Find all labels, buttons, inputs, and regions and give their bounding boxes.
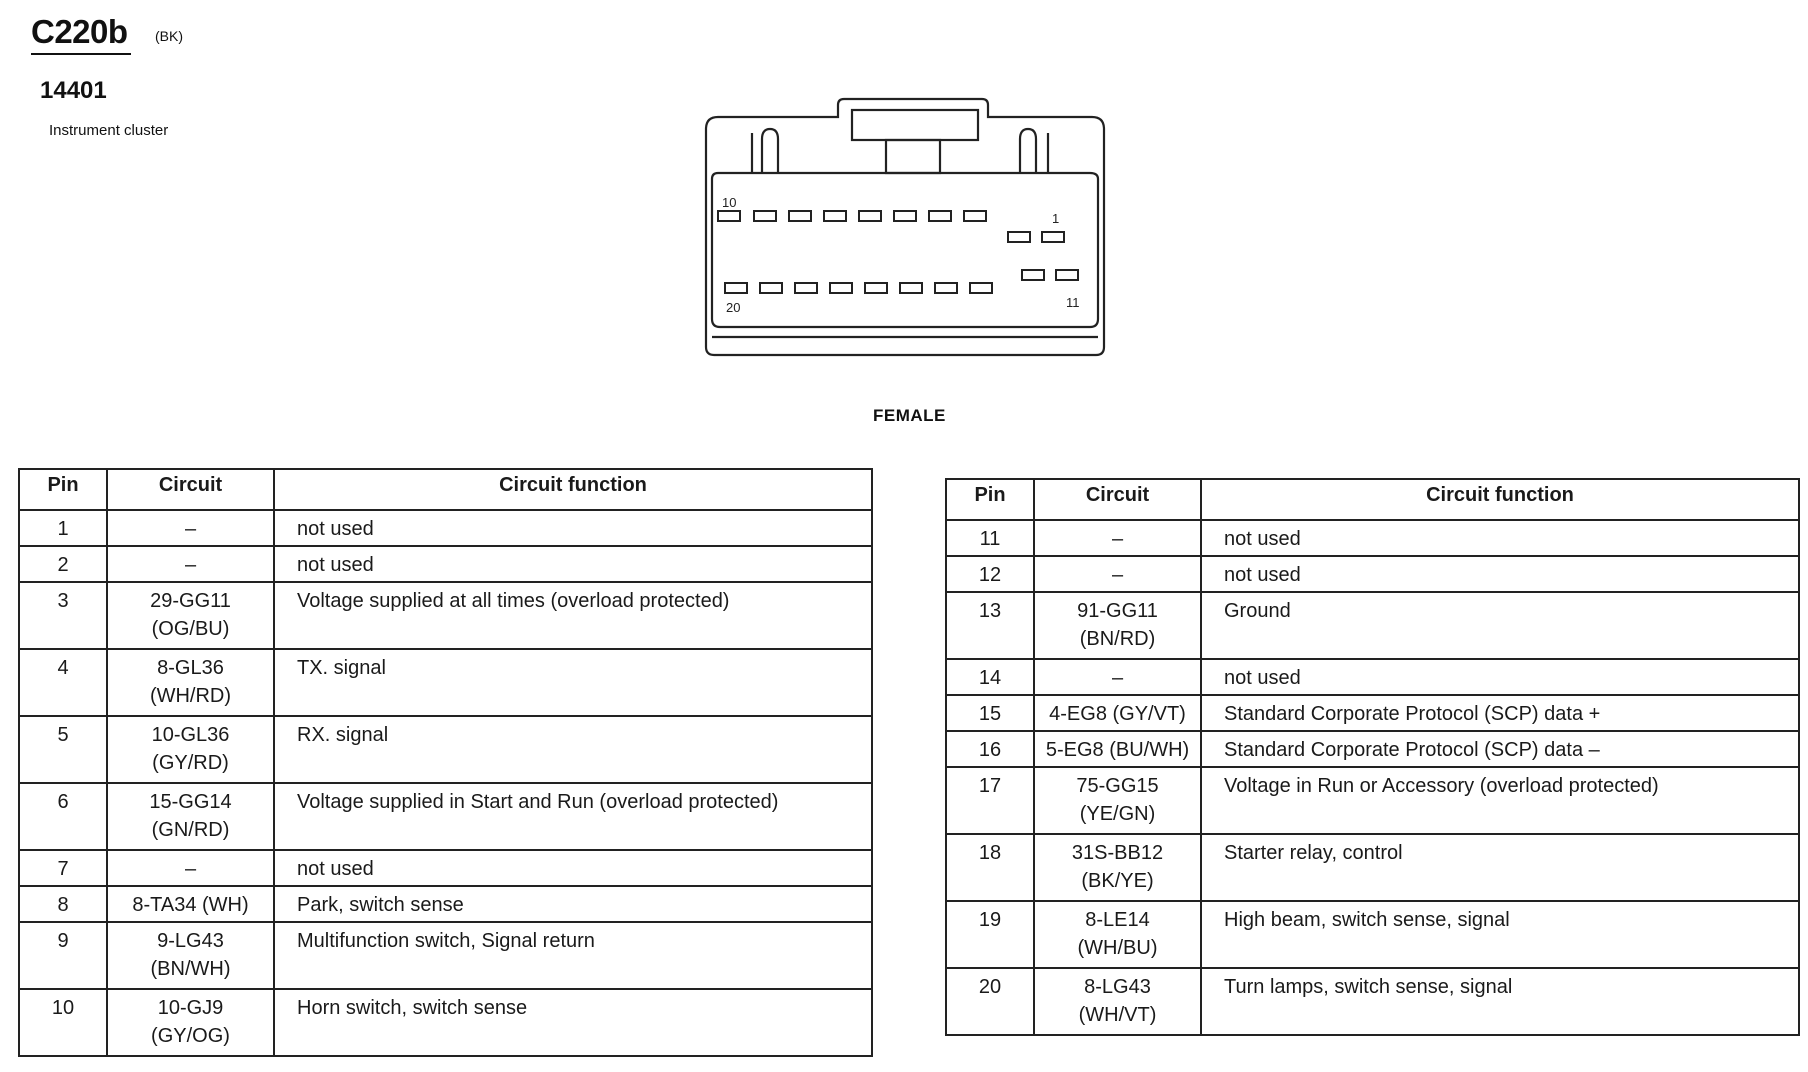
circuit-cell xyxy=(107,922,274,989)
table-row xyxy=(946,731,1799,767)
connector-view-label: FEMALE xyxy=(873,406,946,425)
table-row xyxy=(946,834,1799,901)
circuit-wire-color: (WH/BU) xyxy=(1077,937,1158,959)
circuit-wire-color: (GY/RD) xyxy=(152,752,229,774)
circuit-code: – xyxy=(1111,667,1124,689)
pin-cavity-12 xyxy=(1022,270,1044,280)
pin-number: 15 xyxy=(946,695,1034,731)
pin-cavity-13 xyxy=(970,283,992,293)
header-pin: Pin xyxy=(19,469,107,510)
pin-cavity-20 xyxy=(725,283,747,293)
table-row xyxy=(946,767,1799,834)
pin-cavity-19 xyxy=(760,283,782,293)
pin-number: 2 xyxy=(19,546,107,582)
circuit-function: Horn switch, switch sense xyxy=(274,989,872,1056)
connector-color: (BK) xyxy=(155,28,183,44)
circuit-function: Ground xyxy=(1201,592,1799,659)
latch-outer xyxy=(852,110,978,140)
header-function: Circuit function xyxy=(1201,479,1799,520)
circuit-function: Starter relay, control xyxy=(1201,834,1799,901)
pin-cavity-14 xyxy=(935,283,957,293)
table-row xyxy=(19,783,872,850)
pin-number: 7 xyxy=(19,850,107,886)
connector-face-diagram xyxy=(700,97,1110,367)
circuit-cell xyxy=(1034,834,1201,901)
rib-left xyxy=(762,129,778,173)
latch-inner xyxy=(886,140,940,173)
circuit-wire-color: (BN/WH) xyxy=(150,958,231,980)
header-circuit: Circuit xyxy=(1034,479,1201,520)
circuit-cell xyxy=(107,850,274,886)
table-header-row xyxy=(19,469,872,510)
header-pin: Pin xyxy=(946,479,1034,520)
pin-cavity-15 xyxy=(900,283,922,293)
circuit-wire-color: (BK/YE) xyxy=(1081,870,1154,892)
circuit-cell xyxy=(1034,659,1201,695)
table-row xyxy=(946,592,1799,659)
pin-cavity-16 xyxy=(865,283,887,293)
pin-cavity-4 xyxy=(929,211,951,221)
circuit-function: RX. signal xyxy=(274,716,872,783)
circuit-code: – xyxy=(184,858,197,880)
circuit-function: not used xyxy=(1201,520,1799,556)
pin-cavity-3 xyxy=(964,211,986,221)
circuit-code: 31S-BB12 xyxy=(1071,842,1164,864)
pin-number: 20 xyxy=(946,968,1034,1035)
circuit-function: Standard Corporate Protocol (SCP) data – xyxy=(1201,731,1799,767)
pin-number: 8 xyxy=(19,886,107,922)
table-row xyxy=(946,520,1799,556)
table-row xyxy=(19,850,872,886)
table-row xyxy=(946,556,1799,592)
circuit-function: High beam, switch sense, signal xyxy=(1201,901,1799,968)
pin-number: 13 xyxy=(946,592,1034,659)
circuit-cell xyxy=(1034,968,1201,1035)
circuit-wire-color: (WH/VT) xyxy=(1078,1004,1157,1026)
pin-table-right xyxy=(945,478,1800,1036)
pin-cavity-1 xyxy=(1042,232,1064,242)
circuit-code: 10-GL36 xyxy=(151,724,230,746)
connector-outline xyxy=(706,99,1104,355)
pin-table-left xyxy=(18,468,873,1057)
pin-number: 18 xyxy=(946,834,1034,901)
pin-cavity-7 xyxy=(824,211,846,221)
component-description: Instrument cluster xyxy=(49,122,169,139)
pin-label-top-right: 1 xyxy=(1052,211,1060,226)
pin-number: 3 xyxy=(19,582,107,649)
circuit-code: 8-GL36 xyxy=(157,657,224,679)
table-header-row xyxy=(946,479,1799,520)
circuit-code: – xyxy=(184,554,197,576)
part-number: 14401 xyxy=(40,77,107,104)
pin-number: 10 xyxy=(19,989,107,1056)
pin-number: 4 xyxy=(19,649,107,716)
circuit-cell xyxy=(1034,901,1201,968)
circuit-function: not used xyxy=(1201,659,1799,695)
circuit-cell xyxy=(107,582,274,649)
circuit-code: 15-GG14 xyxy=(149,791,232,813)
circuit-code: – xyxy=(184,518,197,540)
circuit-code: 29-GG11 xyxy=(150,590,231,612)
table-row xyxy=(19,989,872,1056)
pin-number: 11 xyxy=(946,520,1034,556)
pin-label-bottom-left: 20 xyxy=(726,300,741,315)
circuit-function: Voltage supplied at all times (overload protected) xyxy=(274,582,872,649)
table-row xyxy=(946,695,1799,731)
header-function: Circuit function xyxy=(274,469,872,510)
table-row xyxy=(946,901,1799,968)
pin-cavity-8 xyxy=(789,211,811,221)
pin-number: 1 xyxy=(19,510,107,546)
pin-cavity-5 xyxy=(894,211,916,221)
table-row xyxy=(946,659,1799,695)
circuit-function: not used xyxy=(274,510,872,546)
table-row xyxy=(19,886,872,922)
pin-number: 6 xyxy=(19,783,107,850)
circuit-code: 8-TA34 (WH) xyxy=(132,894,249,916)
pin-number: 17 xyxy=(946,767,1034,834)
circuit-cell xyxy=(1034,520,1201,556)
circuit-cell xyxy=(1034,767,1201,834)
circuit-code: 75-GG15 xyxy=(1076,775,1159,797)
pin-cavity-11 xyxy=(1056,270,1078,280)
circuit-cell xyxy=(107,783,274,850)
circuit-function: Multifunction switch, Signal return xyxy=(274,922,872,989)
pin-cavity-17 xyxy=(830,283,852,293)
circuit-function: Voltage supplied in Start and Run (overload protected) xyxy=(274,783,872,850)
circuit-code: 4-EG8 (GY/VT) xyxy=(1049,703,1186,725)
circuit-wire-color: (GN/RD) xyxy=(151,819,230,841)
circuit-code: 8-LE14 xyxy=(1085,909,1150,931)
circuit-cell xyxy=(107,546,274,582)
circuit-code: – xyxy=(1111,528,1124,550)
connector-id: C220b xyxy=(31,13,128,50)
table-row xyxy=(19,546,872,582)
circuit-function: not used xyxy=(274,546,872,582)
circuit-function: TX. signal xyxy=(274,649,872,716)
pin-cavity-18 xyxy=(795,283,817,293)
circuit-function: not used xyxy=(1201,556,1799,592)
circuit-cell xyxy=(1034,556,1201,592)
circuit-cell xyxy=(1034,731,1201,767)
circuit-wire-color: (OG/BU) xyxy=(151,618,230,640)
pin-cavity-6 xyxy=(859,211,881,221)
circuit-cell xyxy=(1034,695,1201,731)
circuit-cell xyxy=(107,886,274,922)
circuit-wire-color: (GY/OG) xyxy=(151,1025,230,1047)
table-row xyxy=(19,649,872,716)
circuit-code: – xyxy=(1111,564,1124,586)
circuit-wire-color: (BN/RD) xyxy=(1079,628,1156,650)
pin-number: 19 xyxy=(946,901,1034,968)
rib-right xyxy=(1020,129,1036,173)
circuit-wire-color: (YE/GN) xyxy=(1079,803,1156,825)
circuit-function: Turn lamps, switch sense, signal xyxy=(1201,968,1799,1035)
pin-cavity-2 xyxy=(1008,232,1030,242)
table-row xyxy=(19,582,872,649)
circuit-wire-color: (WH/RD) xyxy=(149,685,232,707)
pin-label-top-left: 10 xyxy=(722,195,737,210)
table-row xyxy=(19,510,872,546)
circuit-function: Park, switch sense xyxy=(274,886,872,922)
header-circuit: Circuit xyxy=(107,469,274,510)
pin-cavity-9 xyxy=(754,211,776,221)
circuit-function: Standard Corporate Protocol (SCP) data + xyxy=(1201,695,1799,731)
circuit-code: 10-GJ9 xyxy=(157,997,224,1019)
circuit-cell xyxy=(107,716,274,783)
circuit-code: 9-LG43 xyxy=(157,930,224,952)
pin-number: 14 xyxy=(946,659,1034,695)
circuit-code: 91-GG11 xyxy=(1077,600,1158,622)
table-row xyxy=(946,968,1799,1035)
pin-number: 9 xyxy=(19,922,107,989)
circuit-cell xyxy=(1034,592,1201,659)
circuit-cell xyxy=(107,510,274,546)
circuit-function: Voltage in Run or Accessory (overload protected) xyxy=(1201,767,1799,834)
table-row xyxy=(19,716,872,783)
circuit-cell xyxy=(107,649,274,716)
table-row xyxy=(19,922,872,989)
pin-number: 12 xyxy=(946,556,1034,592)
connector-id-underline xyxy=(31,53,131,55)
pin-number: 16 xyxy=(946,731,1034,767)
circuit-function: not used xyxy=(274,850,872,886)
pin-number: 5 xyxy=(19,716,107,783)
pin-cavity-10 xyxy=(718,211,740,221)
circuit-cell xyxy=(107,989,274,1056)
pin-label-bottom-right: 11 xyxy=(1066,295,1080,310)
circuit-code: 8-LG43 xyxy=(1084,976,1151,998)
circuit-code: 5-EG8 (BU/WH) xyxy=(1045,739,1190,761)
connector-face xyxy=(712,173,1098,327)
